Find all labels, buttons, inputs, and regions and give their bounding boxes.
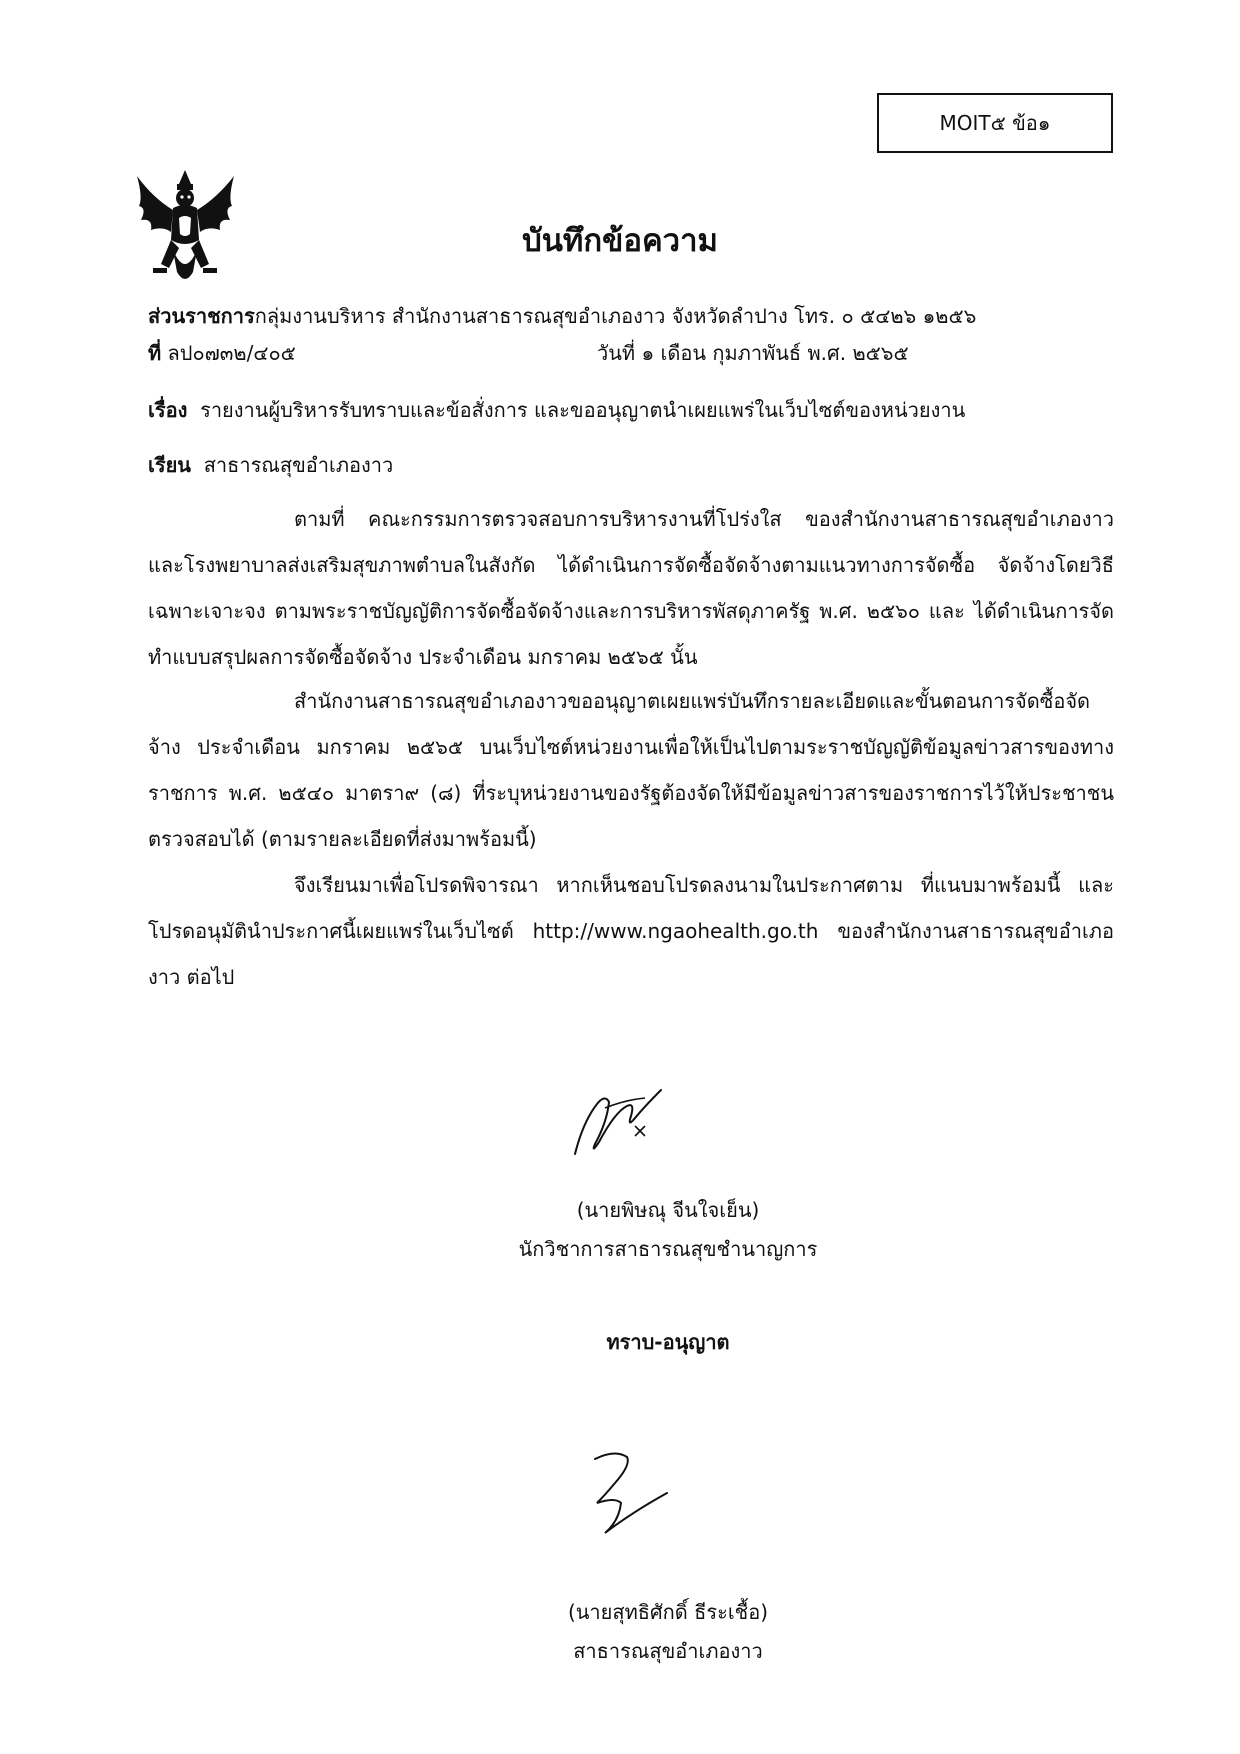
body-paragraph-1: ตามที่ คณะกรรมการตรวจสอบการบริหารงานที่โปร่งใส ของสำนักงานสาธารณสุขอำเภองาว และโรงพยาบาลส่งเสริมสุขภาพตำบลในสังกัด ได้ดำเนินการจัดซื้อจัดจ้างตามแนวทางการจัดซื้อ จัดจ้างโดยวิธีเฉพาะเจาะจง ตามพระราชบัญญัติการจัดซื้อจัดจ้างและการบริหารพัสดุภาครัฐ พ.ศ. ๒๕๖๐ และ ได้ดำเนินการจัดทำแบบสรุปผลการจัดซื้อจัดจ้าง ประจำเดือน มกราคม ๒๕๖๕ นั้น [148, 507, 1115, 669]
recipient-label: เรียน [148, 453, 191, 477]
document-date: วันที่ ๑ เดือน กุมภาพันธ์ พ.ศ. ๒๕๖๕ [597, 341, 909, 365]
agency-label: ส่วนราชการ [148, 304, 255, 328]
document-number-value: ลป๐๗๓๒/๔๐๕ [167, 341, 296, 365]
subject-value: รายงานผู้บริหารรับทราบและข้อสั่งการ และขออนุญาตนำเผยแพร่ในเว็บไซต์ของหน่วยงาน [200, 398, 966, 422]
subject-row [148, 394, 965, 426]
document-number-row [148, 337, 296, 369]
approval-text: ทราบ-อนุญาต [606, 1330, 730, 1354]
signer-1-name: (นายพิษณุ จีนใจเย็น) [576, 1198, 760, 1222]
recipient-value: สาธารณสุขอำเภองาว [203, 453, 394, 477]
subject-label: เรื่อง [148, 398, 188, 422]
memo-title: บันทึกข้อความ [522, 223, 718, 259]
signer-1-position: นักวิชาการสาธารณสุขชำนาญการ [518, 1237, 818, 1261]
reference-code-box [877, 93, 1113, 153]
agency-row [148, 300, 976, 332]
reference-code: MOIT๕ ข้อ๑ [939, 111, 1051, 135]
handwritten-signature-2 [575, 1443, 675, 1543]
handwritten-signature-1 [565, 1082, 675, 1162]
body-paragraph-2: สำนักงานสาธารณสุขอำเภองาวขออนุญาตเผยแพร่บันทึกรายละเอียดและขั้นตอนการจัดซื้อจัดจ้าง ประจำเดือน มกราคม ๒๕๖๕ บนเว็บไซต์หน่วยงานเพื่อให้เป็นไปตามระราชบัญญัติข้อมูลข่าวสารของทางราชการ พ.ศ. ๒๕๔๐ มาตรา๙ (๘) ที่ระบุหน่วยงานของรัฐต้องจัดให้มีข้อมูลข่าวสารของราชการไว้ให้ประชาชนตรวจสอบได้ (ตามรายละเอียดที่ส่งมาพร้อมนี้) [148, 689, 1114, 851]
document-number-label: ที่ [148, 341, 162, 365]
recipient-row [148, 449, 393, 481]
signer-2-name: (นายสุทธิศักดิ์ ธีระเชื้อ) [567, 1600, 769, 1624]
agency-value: กลุ่มงานบริหาร สำนักงานสาธารณสุขอำเภองาว จังหวัดลำปาง โทร. ๐ ๕๔๒๖ ๑๒๕๖ [254, 304, 977, 328]
body-paragraph-3: จึงเรียนมาเพื่อโปรดพิจารณา หากเห็นชอบโปรดลงนามในประกาศตาม ที่แนบมาพร้อมนี้ และโปรดอนุมัตินำประกาศนี้เผยแพร่ในเว็บไซต์ http://www.ngaohealth.go.th ของสำนักงานสาธารณสุขอำเภองาว ต่อไป [148, 873, 1114, 989]
signer-2-position: สาธารณสุขอำเภองาว [573, 1639, 763, 1663]
